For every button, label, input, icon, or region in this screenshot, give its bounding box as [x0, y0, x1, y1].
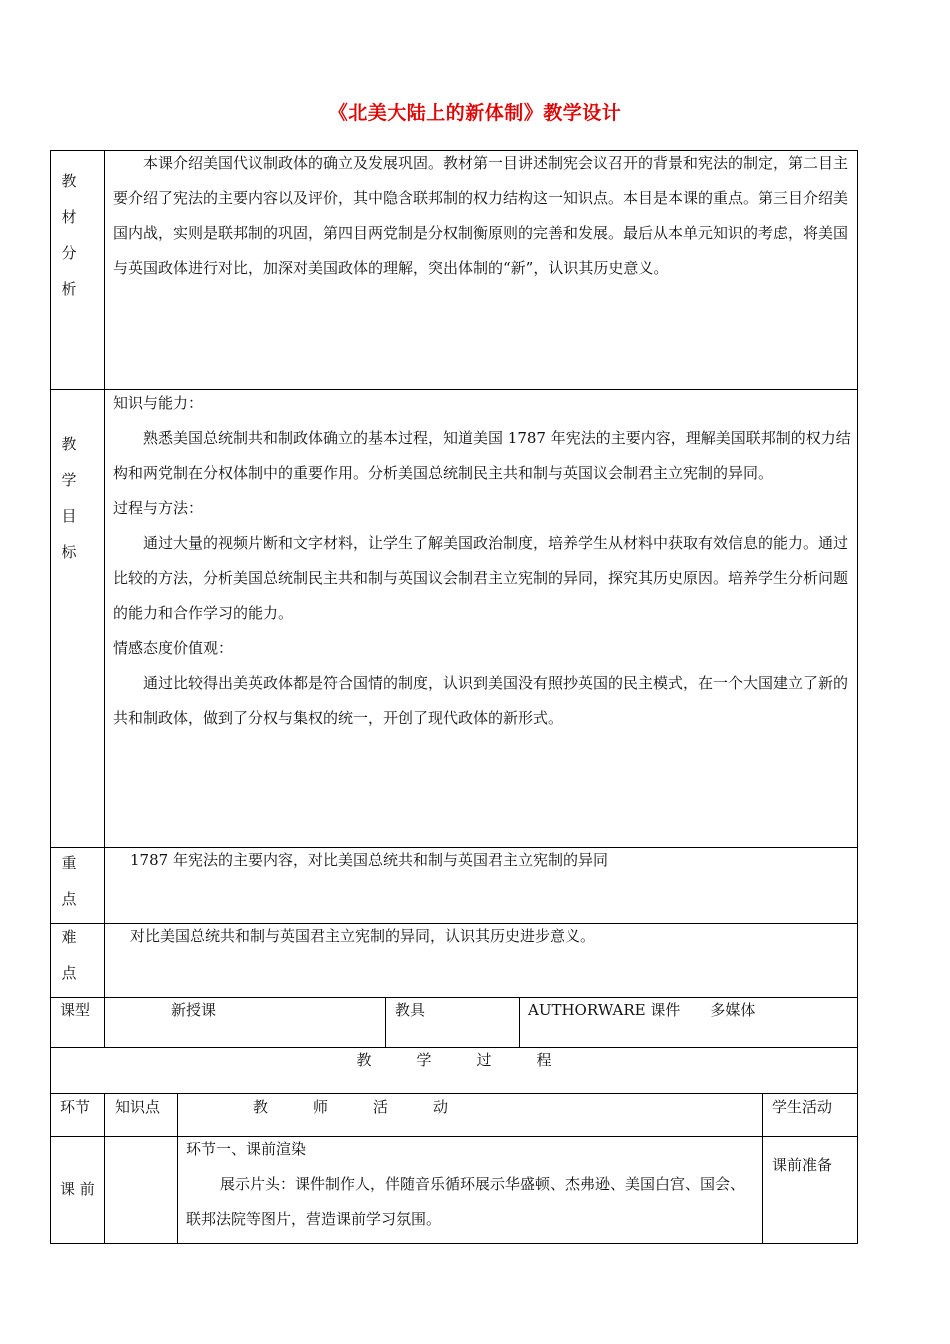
- goals-text-knowledge: 熟悉美国总统制共和制政体确立的基本过程，知道美国 1787 年宪法的主要内容，理解美国联邦制的权力结构和两党制在分权体制中的重要作用。分析美国总统制民主共和制与英国议会制君主立宪制的异同。: [113, 429, 851, 482]
- difficulty-label-char: 难: [61, 928, 77, 946]
- col-student-header: 学生活动: [772, 1098, 833, 1116]
- analysis-label-char: 教: [61, 172, 77, 190]
- stage-text: 课 前: [60, 1180, 95, 1198]
- goals-heading-attitude: 情感态度价值观：: [113, 639, 234, 657]
- analysis-label: [51, 163, 87, 307]
- document-title: 《北美大陆上的新体制》教学设计: [328, 102, 622, 124]
- col-knowledge-header: 知识点: [115, 1098, 161, 1116]
- goals-label: [51, 426, 87, 570]
- goals-label-char: 目: [61, 507, 77, 525]
- analysis-label-char: 析: [61, 280, 77, 298]
- course-type-value-cell: [104, 997, 386, 1048]
- key-point-text: 1787 年宪法的主要内容，对比美国总统共和制与英国君主立宪制的异同: [130, 851, 608, 869]
- goals-heading-process: 过程与方法：: [113, 499, 204, 517]
- process-heading: 教 学 过 程: [356, 1051, 552, 1069]
- goals-text-attitude: 通过比较得出美英政体都是符合国情的制度，认识到美国没有照抄英国的民主模式，在一个大国建立了新的共和制政体，做到了分权与集权的统一，开创了现代政体的新形式。: [113, 674, 849, 727]
- difficulty-label: [51, 919, 87, 991]
- student-activity-text: 课前准备: [772, 1156, 833, 1174]
- teacher-activity-block: [186, 1132, 756, 1237]
- difficulty-text: 对比美国总统共和制与英国君主立宪制的异同，认识其历史进步意义。: [130, 927, 596, 945]
- tools-label: 教具: [395, 1001, 426, 1019]
- goals-heading-knowledge: 知识与能力：: [113, 394, 204, 412]
- course-type-label: 课型: [60, 1001, 91, 1019]
- goals-label-char: 标: [61, 543, 77, 561]
- key-point-label: [51, 845, 87, 917]
- key-point-label-char: 重: [61, 854, 77, 872]
- teacher-activity-text: 展示片头：课件制作人，伴随音乐循环展示华盛顿、杰弗逊、美国白宫、国会、联邦法院等图片，营造课前学习氛围。: [186, 1175, 746, 1228]
- analysis-text-block: [113, 146, 851, 286]
- goals-text-block: [113, 386, 851, 736]
- col-teacher-header: 教 师 活 动: [253, 1098, 449, 1116]
- tools-value: AUTHORWARE 课件 多媒体: [528, 1001, 756, 1019]
- goals-label-char: 学: [61, 471, 77, 489]
- key-point-label-char: 点: [61, 890, 77, 908]
- analysis-text: 本课介绍美国代议制政体的确立及发展巩固。教材第一目讲述制宪会议召开的背景和宪法的制定，第二目主要介绍了宪法的主要内容以及评价，其中隐含联邦制的权力结构这一知识点。本目是本课的重点。第三目介绍美国内战，实则是联邦制的巩固，第四目两党制是分权制衡原则的完善和发展。最后从本单元知识的考虑，将美国与英国政体进行对比，加深对美国政体的理解，突出体制的“新”，认识其历史意义。: [113, 154, 849, 277]
- knowledge-cell: [104, 1136, 178, 1244]
- analysis-label-char: 材: [61, 208, 77, 226]
- course-type-value: 新授课: [171, 1001, 217, 1019]
- goals-label-char: 教: [61, 435, 77, 453]
- goals-text-process: 通过大量的视频片断和文字材料，让学生了解美国政治制度，培养学生从材料中获取有效信息的能力。通过比较的方法，分析美国总统制民主共和制与英国议会制君主立宪制的异同，探究其历史原因。培养学生分析问题的能力和合作学习的能力。: [113, 534, 849, 622]
- teacher-activity-title: 环节一、课前渲染: [186, 1140, 307, 1158]
- difficulty-label-char: 点: [61, 964, 77, 982]
- analysis-label-char: 分: [61, 244, 77, 262]
- col-stage-header: 环节: [60, 1098, 91, 1116]
